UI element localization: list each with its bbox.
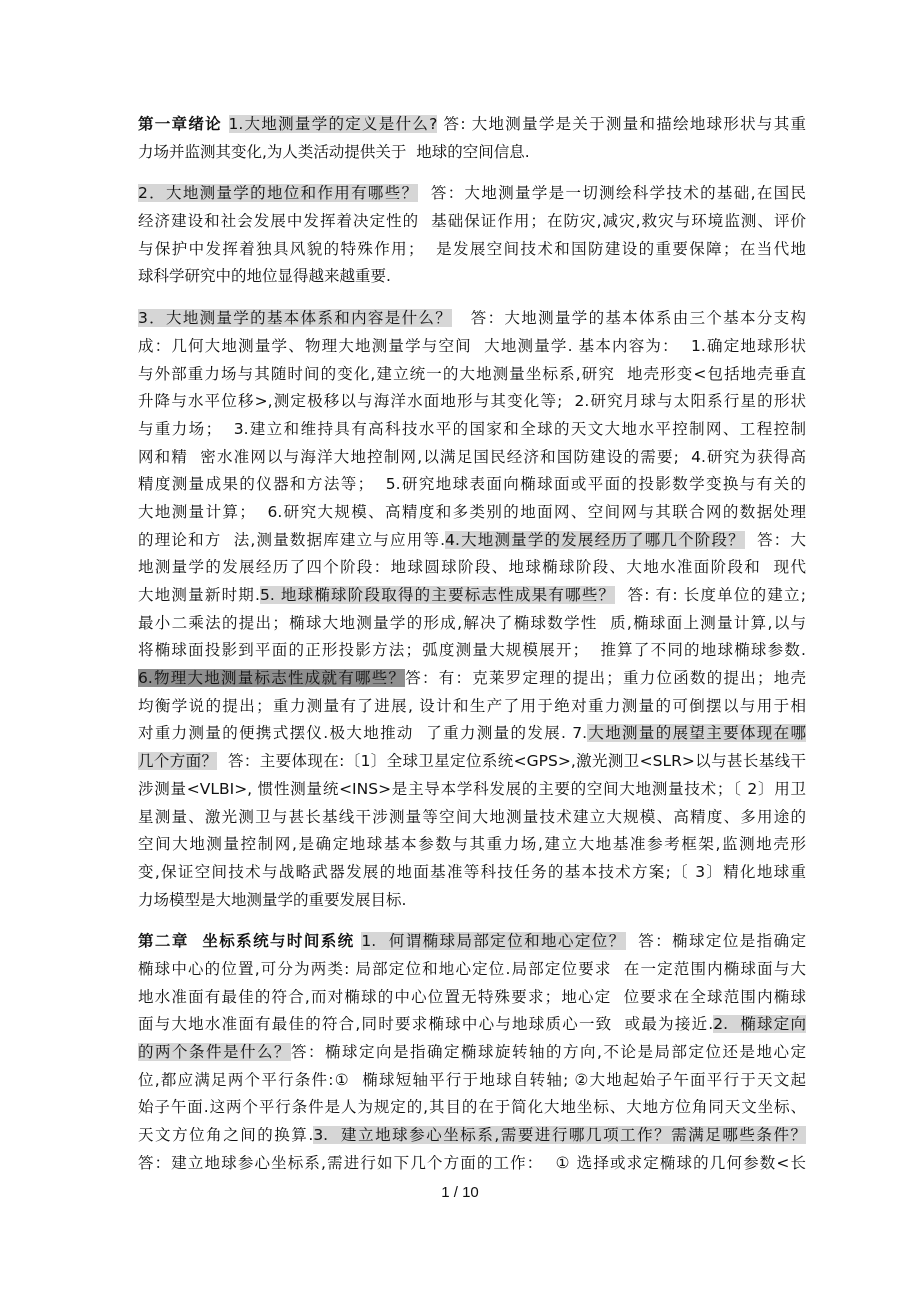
body-text: 升降与水平位移>,测定极移以与海洋水面地形与其变化等; 2.研究月球与太阳系行星的形状 xyxy=(138,392,806,411)
text-line xyxy=(138,416,806,444)
highlighted-question: 2．大地测量学的地位和作用有哪些？ xyxy=(138,184,419,203)
body-text: 地测量学的发展经历了四个阶段：地球圆球阶段、地球椭球阶段、大地水准面阶段和 现代 xyxy=(138,558,806,577)
body-text: 力场并监测其变化,为人类活动提供关于 地球的空间信息. xyxy=(138,142,530,161)
body-text: 最小二乘法的提出；椭球大地测量学的形成,解决了椭球数学性 质,椭球面上测量计算,以与 xyxy=(138,613,806,632)
text-line xyxy=(138,693,806,721)
text-line xyxy=(138,554,806,582)
text-line xyxy=(138,305,806,333)
body-text: 网和精 密水准网以与海洋大地控制网,以满足国民经济和国防建设的需要; 4.研究为获得高 xyxy=(138,447,806,466)
body-text: 变,保证空间技术与战略武器发展的地面基准等科技任务的基本技术方案;〔 3〕精化地球重 xyxy=(138,862,806,881)
body-text: 精度测量成果的仪器和方法等； 5.研究地球表面向椭球面或平面的投影数学变换与有关的 xyxy=(138,475,806,494)
paragraph xyxy=(138,180,806,291)
text-line xyxy=(138,527,806,555)
highlighted-question: 3. 建立地球参心坐标系,需要进行哪几项工作？需满足哪些条件？ xyxy=(313,1126,806,1145)
body-text: 力场模型是大地测量学的重要发展目标. xyxy=(138,890,407,909)
chapter-heading: 第一章绪论 xyxy=(138,115,229,133)
body-text: 星测量、激光测卫与甚长基线干涉测量等空间大地测量技术建立大规模、高精度、多用途的 xyxy=(138,807,806,826)
text-line xyxy=(138,582,806,610)
highlighted-question: 3．大地测量学的基本体系和内容是什么？ xyxy=(138,309,453,328)
body-text: 答：大 xyxy=(744,530,806,549)
highlighted-question: 几个方面？ xyxy=(138,752,218,771)
text-line xyxy=(138,388,806,416)
text-line xyxy=(138,236,806,264)
text-line xyxy=(138,1039,806,1067)
highlighted-question: 的两个条件是什么？ xyxy=(138,1043,292,1061)
body-text: 与重力场； 3.建立和维持具有高科技水平的国家和全球的天文大地水平控制网、工程控制 xyxy=(138,419,806,438)
body-text: 答：大地测量学的基本体系由三个基本分支构 xyxy=(452,309,806,328)
text-line xyxy=(138,333,806,361)
body-text: 涉测量<VLBI>, 惯性测量统<INS>是主导本学科发展的主要的空间大地测量技术；〔 2〕用卫 xyxy=(138,779,806,798)
text-line xyxy=(138,444,806,472)
body-text: 将椭球面投影到平面的正形投影方法；弧度测量大规模展开； 推算了不同的地球椭球参数. xyxy=(138,641,806,660)
text-line xyxy=(138,180,806,208)
text-line xyxy=(138,984,806,1012)
body-text: 答：椭球定位是指确定 xyxy=(625,932,806,951)
body-text: 答: 有: 长度单位的建立; xyxy=(615,586,806,604)
chapter-heading: 第二章 坐标系统与时间系统 xyxy=(138,932,362,951)
body-text: 地水准面有最佳的符合,而对椭球的中心位置无特殊要求；地心定 位要求在全球范围内椭球 xyxy=(138,987,806,1006)
text-line xyxy=(138,928,806,956)
body-text: 面与大地水准面有最佳的符合,同时要求椭球中心与地球质心一致 或最为接近. xyxy=(138,1015,714,1034)
text-line xyxy=(138,139,806,167)
body-text: 大地测量计算； 6.研究大规模、高精度和多类别的地面网、空间网与其联合网的数据处理 xyxy=(138,502,806,521)
body-text: 位,都应满足两个平行条件:① 椭球短轴平行于地球自转轴; ②大地起始子午面平行于天文起 xyxy=(138,1070,806,1089)
text-line xyxy=(138,720,806,748)
text-line xyxy=(138,956,806,984)
highlighted-question: 2. 椭球定向 xyxy=(713,1015,806,1034)
text-line xyxy=(138,1150,806,1178)
paragraph xyxy=(138,928,806,1177)
text-line xyxy=(138,471,806,499)
text-line xyxy=(138,831,806,859)
page-number: 1 / 10 xyxy=(441,1184,479,1201)
text-line xyxy=(138,748,806,776)
text-line xyxy=(138,361,806,389)
text-line xyxy=(138,637,806,665)
highlighted-question: 1.大地测量学的定义是什么? xyxy=(228,115,438,133)
text-line xyxy=(138,111,806,139)
text-line xyxy=(138,263,806,291)
text-line xyxy=(138,1122,806,1150)
body-text: 空间大地测量控制网,是确定地球基本参数与其重力场,建立大地基准参考框架,监测地壳形 xyxy=(138,835,806,854)
body-text: 经济建设和社会发展中发挥着决定性的 基础保证作用；在防灾,减灾,救灾与环境监测、评价 xyxy=(138,212,806,231)
body-text: 答：椭球定向是指确定椭球旋转轴的方向,不论是局部定位还是地心定 xyxy=(291,1043,806,1061)
document-body xyxy=(138,111,806,1191)
text-line xyxy=(138,1094,806,1122)
text-line xyxy=(138,208,806,236)
highlighted-question: 5. 地球椭球阶段取得的主要标志性成果有哪些？ xyxy=(259,586,616,604)
body-text: 答：建立地球参心坐标系,需进行如下几个方面的工作： ① 选择或求定椭球的几何参数<长 xyxy=(138,1153,806,1172)
body-text: 均衡学说的提出；重力测量有了进展, 设计和生产了用于绝对重力测量的可倒摆以与用于相 xyxy=(138,696,806,715)
text-line xyxy=(138,776,806,804)
body-text: 对重力测量的便携式摆仪.极大地推动 了重力测量的发展. 7. xyxy=(138,724,588,743)
highlighted-question: 1. 何谓椭球局部定位和地心定位？ xyxy=(361,932,626,951)
body-text: 大地测量新时期. xyxy=(138,586,260,604)
body-text: 与保护中发挥着独具风貌的特殊作用； 是发展空间技术和国防建设的重要保障；在当代地 xyxy=(138,239,806,258)
highlighted-question: 大地测量的展望主要体现在哪 xyxy=(587,724,806,743)
text-line xyxy=(138,665,806,693)
body-text: 椭球中心的位置,可分为两类: 局部定位和地心定位.局部定位要求 在一定范围内椭球面与大 xyxy=(138,959,806,978)
body-text: 成：几何大地测量学、物理大地测量学与空间 大地测量学. 基本内容为： 1.确定地球形状 xyxy=(138,336,806,355)
body-text: 与外部重力场与其随时间的变化,建立统一的大地测量坐标系,研究 地壳形变<包括地壳垂直 xyxy=(138,364,806,383)
text-line xyxy=(138,859,806,887)
text-line xyxy=(138,887,806,915)
highlighted-question: 4.大地测量学的发展经历了哪几个阶段？ xyxy=(445,530,745,549)
paragraph xyxy=(138,305,806,914)
highlighted-question: 6.物理大地测量标志性成就有哪些？ xyxy=(138,669,406,688)
body-text: 的理论和方 法,测量数据库建立与应用等. xyxy=(138,530,446,549)
text-line xyxy=(138,1011,806,1039)
text-line xyxy=(138,1067,806,1095)
paragraph xyxy=(138,111,806,166)
body-text: 天文方位角之间的换算. xyxy=(138,1126,314,1145)
body-text: 答：大地测量学是一切测绘科学技术的基础,在国民 xyxy=(418,184,806,203)
text-line xyxy=(138,610,806,638)
body-text: 答：主要体现在:〔1〕全球卫星定位系统<GPS>,激光测卫<SLR>以与甚长基线干 xyxy=(217,752,806,771)
body-text: 球科学研究中的地位显得越来越重要. xyxy=(138,267,391,286)
body-text: 始子午面.这两个平行条件是人为规定的,其目的在于简化大地坐标、大地方位角同天文坐标、 xyxy=(138,1098,806,1117)
text-line xyxy=(138,804,806,832)
text-line xyxy=(138,499,806,527)
body-text: 答: 大地测量学是关于测量和描绘地球形状与其重 xyxy=(437,115,806,133)
body-text: 答：有：克莱罗定理的提出；重力位函数的提出；地壳 xyxy=(405,669,806,688)
